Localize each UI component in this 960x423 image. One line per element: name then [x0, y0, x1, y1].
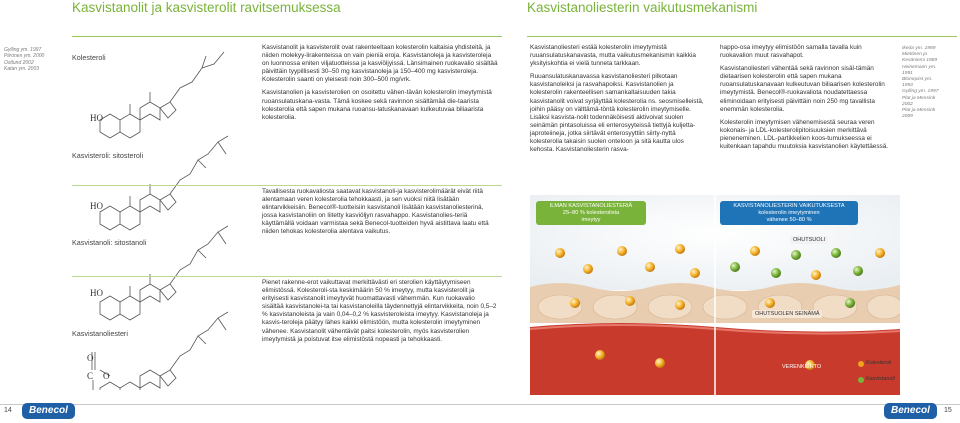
benecol-logo-left: Benecol [22, 403, 75, 419]
ref-item: Kesäniemi 1989 [902, 58, 938, 64]
ref-item: Gylling ym. 1997 [4, 47, 42, 53]
paragraph: Kolesterolin imeytymisen vähenemisestä seuraa veren kokonais- ja LDL-kolesterolipitoisuuksien merkittävä pieneneminen. LDL-partikkelien koos-tumukseessa ei kuitenkaan tapahdu muutoksia kasvistanolien käytettäessä. [720, 118, 889, 151]
molecule-name-stanol-ester: Kasvistanoliesteri [72, 329, 128, 338]
text-column-1b [262, 188, 498, 242]
ref-item: 2002 [902, 101, 913, 107]
panel-header-line: ILMAN KASVISTANOLIESTERIÄ [549, 203, 633, 209]
paragraph: Kasvistanolit ja kasvisterolit ovat rakenteeltaan kolesterolin kaltaisia yhdisteitä, ja niiden molekyy-lirakenteissa on vain pieniä eroja. Kasvistanoleja ja kasvisteroleja on luonnossa eniten viljatuotteissa ja kasviöljyissä. Länsimainen ruokavalio sisältää päivittäin tyypillisesti 30–50 mg kasvistanoleja ja 150–400 mg kasvisteroleja. Kolesterolin saanti on yleisesti noin 300–500 mg/vrk. [262, 44, 498, 84]
ref-item: Blomqvist ym. [902, 77, 933, 83]
blood-circulation-label: VERENKIERTO [782, 364, 822, 370]
text-column-4 [720, 44, 896, 156]
page-number-right: 15 [944, 407, 952, 414]
ref-item: 1991 [902, 70, 913, 76]
molecule-name-sitosterol: Kasvisteroli: sitosteroli [72, 151, 144, 160]
ref-item: Heinemann ym. [902, 64, 937, 70]
text-column-3 [530, 44, 705, 159]
molecule-name-sitostanol: Kasvistanoli: sitostanoli [72, 238, 147, 247]
hydroxyl-label: HO [90, 288, 103, 298]
ref-item: Plat ja Mensink [902, 108, 936, 114]
ref-item: 2009 [902, 114, 913, 120]
panel-header-line: kolesterolin imeytyminen [758, 209, 820, 216]
right-references [902, 46, 958, 120]
ref-item: Gylling ym. 1997 [902, 89, 939, 95]
ref-item: Piironen ym. 2000 [4, 53, 45, 60]
legend-stanol-dot [858, 377, 864, 383]
paragraph: Kasvistanoliesteri estää kolesterolin imeytymistä ruuansulatuskanavasta, mutta vaikutusmekanismin kaikkia yksityiskohtia ei vielä tunneta tarkkaan. [530, 44, 696, 68]
panel-header-line: imeytyy [581, 216, 601, 223]
ref-item: Ostlund 2002 [4, 59, 34, 66]
ref-item: Katan ym. 2003 [4, 65, 40, 72]
hydroxyl-label: HO [90, 201, 103, 211]
panel-header-line: vähenee 50–80 % [766, 216, 812, 223]
row-divider [72, 276, 502, 277]
hydroxyl-label: HO [90, 113, 103, 123]
left-top-rule [72, 36, 502, 37]
paragraph: Kasvistanoliesteri vähentää sekä ravinnon sisäl-tämän dietaarisen kolesterolin että sapen mukana ruoansulatuskanavaan kulkeutuvan biliaarisen kolesterolin imeytymistä. Benecol®-ruokavaliota noudatettaessa eliminoidaan erityisesti päivittäin noin 250 mg tavallista enemmän kolesterolia. [720, 65, 885, 113]
ref-item: Plat ja Mensink [902, 95, 936, 101]
intestine-wall-label: OHUTSUOLEN SEINÄMÄ [752, 310, 822, 318]
legend-stanol-label: Kasvistanoli [866, 376, 895, 382]
left-references [4, 47, 64, 72]
row-divider [72, 185, 502, 186]
paragraph: Pienet rakenne-erot vaikuttavat merkittävästi eri sterolien käyttäytymiseen elimistössä. Kolesteroli-sta keskimäärin 50 % imeytyy, mutta kasvisterolit ja erityisesti kasvistanolit imeytyvät huomattavasti vähemmän. Kun ruokavalio sisältää kasvistanolei-ta tai kasvistanoleilla täydennettyjä elintarvikkeita, noin 0,5–2 % kasvistanoleista ja vain 0,04–0,2 % kasvisteroleista imeytyy. Kasvistanoleja ja kasvis-teroleja päätyy lähes kaikki elimistöön, mutta kolesterolin imeytyminen vähenee. Kasvistanolit vähentävät paitsi kolesterolin, myös kasvisterolien imeytymistä ja poistuvat itse elimistöstä nopeasti ja tehokkaasti. [262, 279, 497, 343]
ref-item: Miettinen ja [902, 52, 928, 58]
paragraph: Ruuansulatuskanavassa kasvistanoliesteri pilkotaan kasvistanoleiksi ja rasvahapoiksi. Kasvistanolien ja kolesterolin rakenteellisen samankaltaisuuden takia kasvistanolit voivat syrjäyttää kolesterolia ns. seosmiselleistä, joihin pääsy on välttämä-töntä kolesterolin imeytymiselle. Lisäksi kasvista-nolit todennäköisesti aktivoivat suolen seinämän pintasoluissa eli enterosyyteissä tiettyjä kuljetta-japroteiineja, jotka siirtävät enterosyyttiin siirty-nyttä kolesterolia takaisin suolen onteloon ja sitä kautta ulos kehosta. Kasvistanoliesterin rasva- [530, 73, 704, 154]
molecule-name-cholesterol: Kolesteroli [72, 53, 106, 62]
oxygen-label: O [103, 371, 110, 381]
page-number-left: 14 [4, 407, 12, 414]
ref-item: Ikeda ym. 1989 [902, 46, 936, 51]
small-intestine-label: OHUTSUOLI [790, 236, 828, 244]
ref-item: 1993 [902, 83, 913, 89]
carbon-label: C [87, 371, 94, 381]
left-page-title: Kasvistanolit ja kasvisterolit ravitsemuksessa [72, 0, 341, 15]
right-top-rule [527, 36, 957, 37]
panel-header-line: KASVISTANOLIESTERIN VAIKUTUKSESTA [733, 203, 845, 209]
panel-header-without-ester [536, 201, 646, 225]
paragraph: Tavallisesta ruokavaliosta saatavat kasvistanoli-ja kasvisterolimäärät eivät riitä alentamaan veren kolesterolia tehokkaasti, ja sen vuoksi niitä lisätään elintarvikkeisiin. Benecol®-tuotteisiin kasvistanoli lisätään kasvistanoliesterinä, jossa kasvistanoliin on liitetty kasviöljyn rasvahappo. Kasvistanolies-teriä käyttämällä voidaan varmistaa sekä Benecol-tuotteiden hyvä aistittava laatu että niiden tehokas kolesterolia alentava vaikutus. [262, 188, 489, 236]
legend-cholesterol-label: Kolesteroli [866, 360, 892, 366]
legend-cholesterol-dot [858, 361, 864, 367]
oxygen-label: O [87, 353, 94, 363]
panel-header-with-ester [720, 201, 858, 225]
text-column-1c [262, 279, 498, 349]
paragraph: Kasvistanolien ja kasvisterolien on osoitettu vähen-tävän kolesterolin imeytymistä ruoansulatuskana-vasta. Tämä koskee sekä ravinnon sisältämää die-taarista kolesterolia että sapen mukana ruoansu-latuskanavaan kulkeutuvaa biliaarista kolesterolia. [262, 89, 492, 121]
text-column-1a [262, 44, 498, 127]
paragraph: happo-osa imeytyy elimistöön samalla tavalla kuin ruokavalion muut rasvahapot. [720, 44, 862, 60]
right-page-title: Kasvistanoliesterin vaikutusmekanismi [527, 0, 758, 15]
footer-rule [0, 404, 960, 405]
benecol-logo-right: Benecol [884, 403, 937, 419]
panel-header-line: 25–80 % kolesterolista [562, 209, 620, 216]
